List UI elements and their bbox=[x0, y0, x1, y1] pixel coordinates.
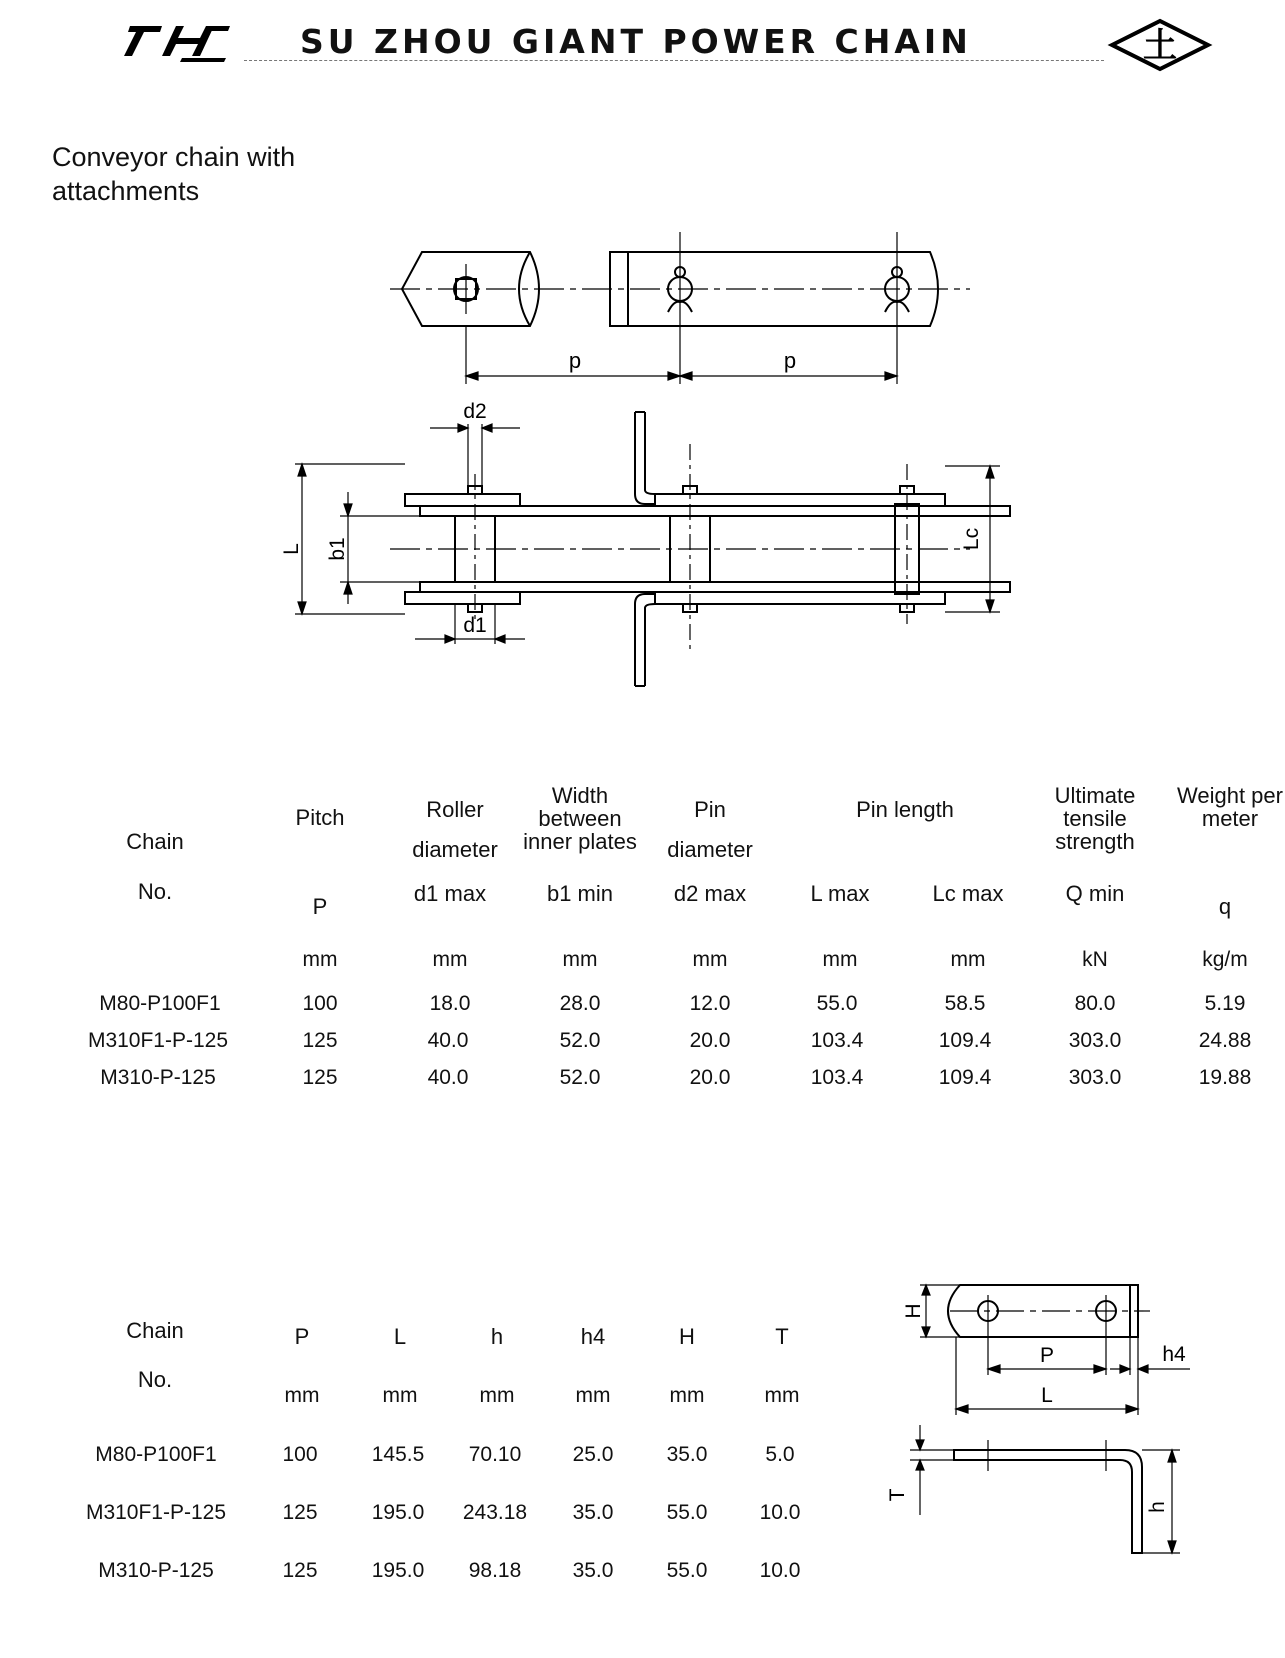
t1-cell: 103.4 bbox=[810, 1066, 864, 1089]
t1-cell: 20.0 bbox=[689, 1029, 731, 1052]
t1-head-Lmax: L max bbox=[810, 881, 870, 906]
attachment-diagram bbox=[880, 1275, 1200, 1565]
label-d2: d2 bbox=[463, 400, 487, 423]
label-L: L bbox=[280, 543, 303, 555]
t2-cell: 10.0 bbox=[759, 1501, 801, 1524]
t1-cell: 12.0 bbox=[689, 992, 731, 1015]
t1-head-pin-diameter: Pin diameter bbox=[667, 797, 753, 862]
t1-cell: 19.88 bbox=[1198, 1066, 1252, 1089]
t2-cell: 125 bbox=[282, 1501, 318, 1524]
brand-title: SU ZHOU GIANT POWER CHAIN bbox=[300, 22, 972, 61]
t1-cell: M310F1-P-125 bbox=[87, 1029, 229, 1052]
t1-cell: 52.0 bbox=[559, 1029, 601, 1052]
t2-unit-P: mm bbox=[284, 1384, 320, 1407]
trademark-diamond-icon bbox=[1108, 18, 1212, 72]
label-h4: h4 bbox=[1162, 1343, 1186, 1366]
t2-unit-H: mm bbox=[669, 1384, 705, 1407]
t2-cell: 98.18 bbox=[468, 1559, 522, 1582]
t1-head-b1min: b1 min bbox=[546, 881, 614, 906]
t2-cell: 55.0 bbox=[666, 1501, 708, 1524]
t2-head-no: No. bbox=[137, 1367, 173, 1392]
t2-unit-L: mm bbox=[382, 1384, 418, 1407]
t2-head-H: H bbox=[679, 1324, 695, 1349]
t1-head-P: P bbox=[312, 894, 328, 919]
t1-head-Qmin: Q min bbox=[1065, 881, 1125, 906]
t1-head-d1max: d1 max bbox=[413, 881, 487, 906]
t2-head-T: T bbox=[775, 1324, 789, 1349]
t1-head-chain: Chain bbox=[126, 829, 184, 854]
t1-head-weight: Weight per meter bbox=[1177, 783, 1283, 831]
t1-unit-P: mm bbox=[302, 948, 338, 971]
t1-head-no: No. bbox=[137, 879, 173, 904]
page-subtitle: Conveyor chain with attachments bbox=[52, 142, 296, 206]
t1-unit-d1: mm bbox=[432, 948, 468, 971]
label-h: h bbox=[1146, 1501, 1169, 1513]
t2-cell: 35.0 bbox=[572, 1559, 614, 1582]
t1-head-pitch: Pitch bbox=[295, 805, 345, 830]
t1-head-Lcmax: Lc max bbox=[932, 881, 1004, 906]
t1-cell: 303.0 bbox=[1068, 1029, 1122, 1052]
t1-cell: 103.4 bbox=[810, 1029, 864, 1052]
t1-cell: M80-P100F1 bbox=[99, 992, 221, 1015]
label-P: P bbox=[1039, 1344, 1055, 1367]
t1-cell: 52.0 bbox=[559, 1066, 601, 1089]
t2-cell: 35.0 bbox=[666, 1443, 708, 1466]
t1-unit-Q: kN bbox=[1082, 948, 1108, 971]
t1-head-q: q bbox=[1218, 894, 1232, 919]
header-rule bbox=[244, 60, 1104, 61]
t2-cell: 195.0 bbox=[371, 1559, 425, 1582]
t2-cell: M80-P100F1 bbox=[95, 1443, 217, 1466]
label-b1: b1 bbox=[326, 537, 349, 561]
t1-unit-d2: mm bbox=[692, 948, 728, 971]
t1-head-d2max: d2 max bbox=[673, 881, 747, 906]
t1-unit-L: mm bbox=[822, 948, 858, 971]
t2-head-L: L bbox=[393, 1324, 407, 1349]
t1-cell: M310-P-125 bbox=[100, 1066, 216, 1089]
label-L-attach: L bbox=[1041, 1384, 1053, 1407]
t2-unit-h4: mm bbox=[575, 1384, 611, 1407]
t1-cell: 100 bbox=[302, 992, 338, 1015]
label-p-left: p bbox=[568, 348, 582, 373]
t2-cell: 125 bbox=[282, 1559, 318, 1582]
trademark-mark: 土 bbox=[1143, 27, 1177, 65]
t1-head-width: Width between inner plates bbox=[523, 783, 637, 854]
t2-cell: 243.18 bbox=[462, 1501, 528, 1524]
t1-cell: 58.5 bbox=[944, 992, 986, 1015]
t1-cell: 109.4 bbox=[938, 1066, 992, 1089]
t1-cell: 20.0 bbox=[689, 1066, 731, 1089]
t1-unit-Lc: mm bbox=[950, 948, 986, 971]
t1-head-roller: Roller diameter bbox=[412, 797, 498, 862]
t2-head-P: P bbox=[294, 1324, 310, 1349]
t2-head-h4: h4 bbox=[580, 1324, 606, 1349]
t2-cell: 10.0 bbox=[759, 1559, 801, 1582]
t2-cell: 25.0 bbox=[572, 1443, 614, 1466]
label-p-right: p bbox=[783, 348, 797, 373]
t2-cell: M310-P-125 bbox=[98, 1559, 214, 1582]
t1-cell: 80.0 bbox=[1074, 992, 1116, 1015]
t1-cell: 28.0 bbox=[559, 992, 601, 1015]
t2-cell: 5.0 bbox=[765, 1443, 795, 1466]
t1-cell: 303.0 bbox=[1068, 1066, 1122, 1089]
t2-cell: 195.0 bbox=[371, 1501, 425, 1524]
t1-unit-b1: mm bbox=[562, 948, 598, 971]
company-logo bbox=[122, 20, 232, 62]
t1-cell: 40.0 bbox=[427, 1066, 469, 1089]
t1-cell: 18.0 bbox=[429, 992, 471, 1015]
t1-cell: 55.0 bbox=[816, 992, 858, 1015]
t1-cell: 5.19 bbox=[1204, 992, 1246, 1015]
t1-cell: 109.4 bbox=[938, 1029, 992, 1052]
t2-head-h: h bbox=[490, 1324, 504, 1349]
t2-head-chain: Chain bbox=[126, 1318, 184, 1343]
t1-unit-q: kg/m bbox=[1202, 948, 1248, 971]
t1-cell: 24.88 bbox=[1198, 1029, 1252, 1052]
chain-side-view-diagram bbox=[390, 224, 970, 394]
label-d1: d1 bbox=[463, 614, 487, 637]
label-T: T bbox=[886, 1488, 909, 1502]
t2-cell: 70.10 bbox=[468, 1443, 522, 1466]
chain-top-view-diagram bbox=[280, 400, 1010, 694]
t2-cell: M310F1-P-125 bbox=[85, 1501, 227, 1524]
t2-cell: 35.0 bbox=[572, 1501, 614, 1524]
label-Lc: Lc bbox=[960, 527, 983, 551]
t2-cell: 55.0 bbox=[666, 1559, 708, 1582]
t1-cell: 125 bbox=[302, 1066, 338, 1089]
t1-head-pin-length: Pin length bbox=[856, 797, 954, 822]
label-H: H bbox=[902, 1303, 925, 1319]
t2-cell: 145.5 bbox=[371, 1443, 425, 1466]
t2-unit-h: mm bbox=[479, 1384, 515, 1407]
t1-cell: 125 bbox=[302, 1029, 338, 1052]
t2-cell: 100 bbox=[282, 1443, 318, 1466]
t1-cell: 40.0 bbox=[427, 1029, 469, 1052]
t1-head-tensile: Ultimate tensile strength bbox=[1054, 783, 1136, 854]
t2-unit-T: mm bbox=[764, 1384, 800, 1407]
